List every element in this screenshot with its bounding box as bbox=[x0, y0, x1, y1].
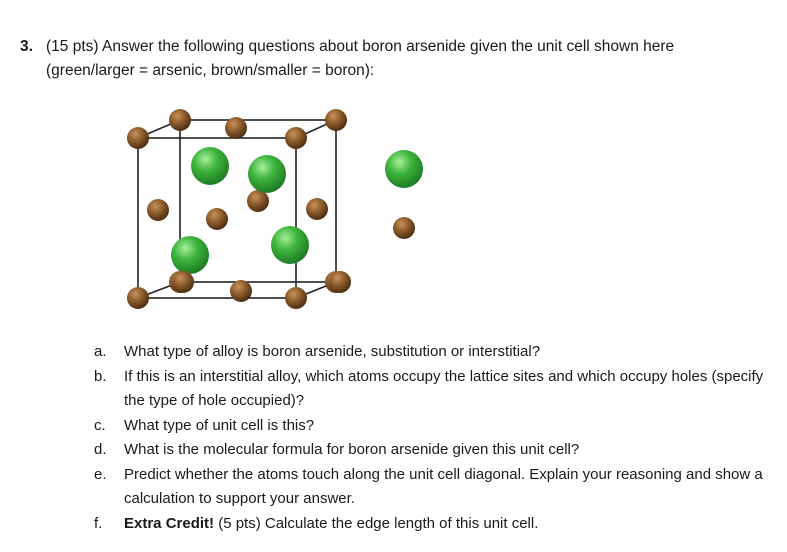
boron-atom bbox=[169, 109, 191, 131]
arsenic-atom bbox=[248, 155, 286, 193]
question-line-2: (green/larger = arsenic, brown/smaller = boron): bbox=[46, 62, 375, 79]
boron-atom bbox=[147, 199, 169, 221]
boron-atom bbox=[285, 127, 307, 149]
subquestion-text: What type of unit cell is this? bbox=[124, 416, 315, 434]
boron-atom bbox=[172, 271, 194, 293]
boron-atom bbox=[206, 208, 228, 230]
subquestion-a bbox=[94, 340, 774, 365]
boron-atom bbox=[225, 117, 247, 139]
subquestion-letter: c. bbox=[94, 416, 106, 434]
arsenic-legend-atom bbox=[385, 150, 423, 188]
subquestion-f bbox=[94, 512, 774, 537]
subquestion-text: If this is an interstitial alloy, which atoms occupy the lattice sites and which occupy holes (specify the type of hole occupied)? bbox=[124, 367, 764, 409]
arsenic-atom bbox=[271, 226, 309, 264]
subquestion-text: Predict whether the atoms touch along the unit cell diagonal. Explain your reasoning and show a calculation to support your answer. bbox=[124, 465, 763, 507]
subquestion-list bbox=[94, 340, 774, 536]
boron-atom bbox=[127, 287, 149, 309]
subquestion-d bbox=[94, 438, 774, 463]
boron-atom bbox=[306, 198, 328, 220]
subquestion-text: What is the molecular formula for boron arsenide given this unit cell? bbox=[124, 441, 580, 458]
subquestion-b bbox=[94, 365, 774, 414]
subquestion-text: What type of alloy is boron arsenide, substitution or interstitial? bbox=[124, 343, 541, 360]
boron-atom bbox=[285, 287, 307, 309]
boron-atom bbox=[325, 109, 347, 131]
boron-atom bbox=[127, 127, 149, 149]
subquestion-letter: d. bbox=[94, 441, 107, 458]
boron-atom bbox=[247, 190, 269, 212]
extra-credit-text: (5 pts) Calculate the edge length of this unit cell. bbox=[214, 514, 539, 532]
boron-legend-atom bbox=[393, 217, 415, 239]
boron-atom bbox=[230, 280, 252, 302]
subquestion-text bbox=[124, 512, 774, 537]
arsenic-atom bbox=[171, 236, 209, 274]
subquestion-letter: a. bbox=[94, 343, 107, 360]
question-number: 3. bbox=[20, 38, 33, 55]
question-prompt: Answer the following questions about boron arsenide given the unit cell shown here bbox=[102, 38, 675, 55]
subquestion-letter: b. bbox=[94, 367, 107, 385]
legend-atoms bbox=[385, 150, 423, 239]
question-points: (15 pts) bbox=[46, 38, 99, 55]
subquestion-letter: f. bbox=[94, 514, 103, 532]
extra-credit-label: Extra Credit! bbox=[124, 514, 215, 532]
interior-atoms bbox=[147, 147, 309, 274]
arsenic-atom bbox=[191, 147, 229, 185]
subquestion-letter: e. bbox=[94, 465, 107, 483]
subquestion-e bbox=[94, 463, 774, 512]
subquestion-c bbox=[94, 414, 774, 439]
boron-atom bbox=[329, 271, 351, 293]
